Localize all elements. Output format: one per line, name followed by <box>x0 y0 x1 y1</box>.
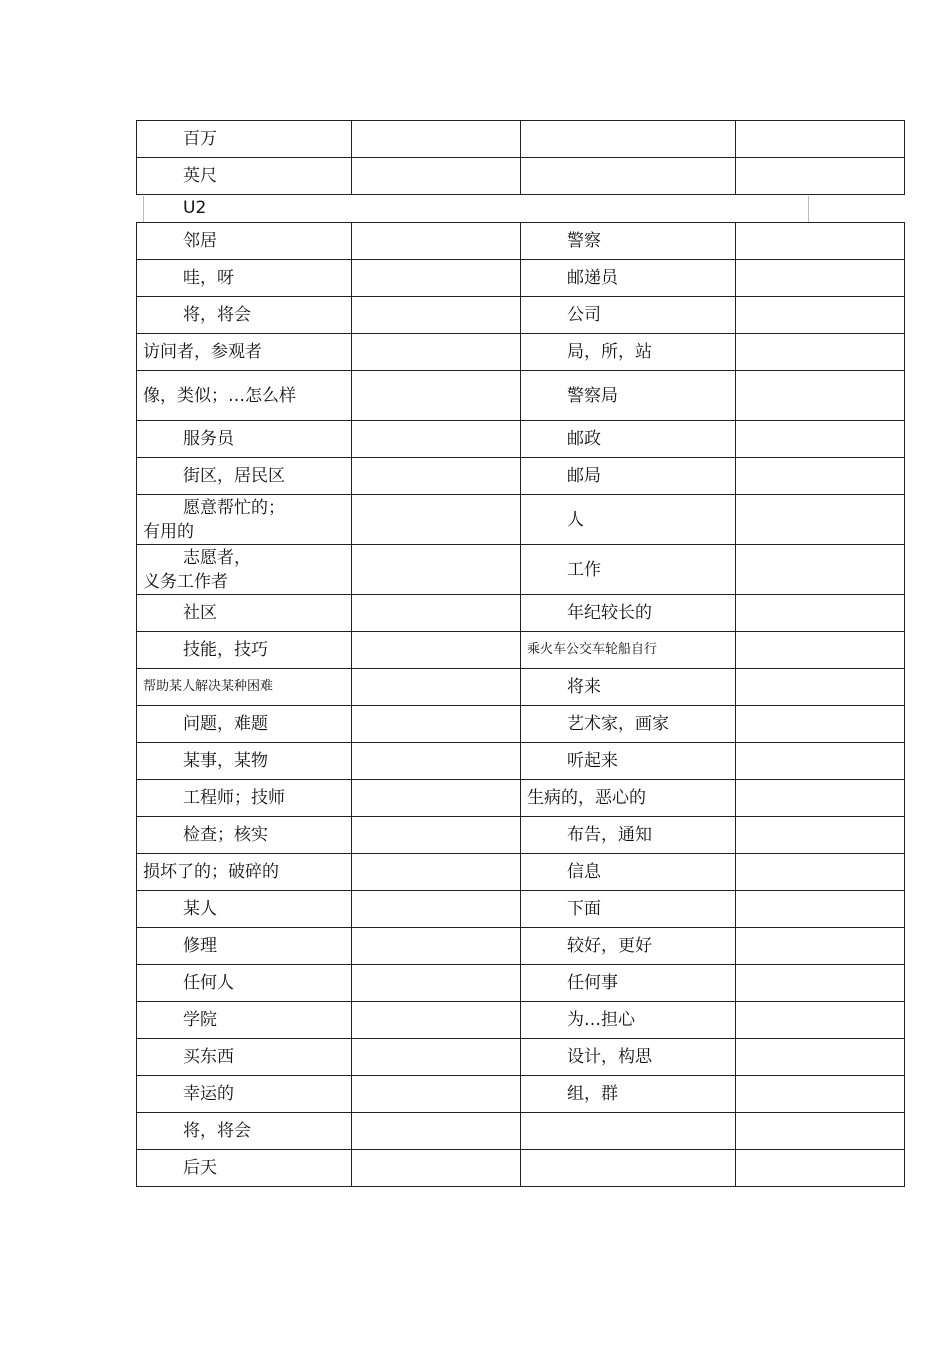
answer-cell[interactable] <box>352 817 521 854</box>
chinese-cell <box>137 545 352 595</box>
answer-cell[interactable] <box>736 780 905 817</box>
chinese-cell: 百万 <box>137 121 352 158</box>
table-row <box>137 1002 905 1039</box>
chinese-cell: 邮政 <box>521 421 736 458</box>
answer-cell[interactable] <box>352 1039 521 1076</box>
table-row <box>137 495 905 545</box>
answer-cell[interactable] <box>352 334 521 371</box>
answer-cell[interactable] <box>736 817 905 854</box>
answer-cell[interactable] <box>352 458 521 495</box>
unit-header <box>143 196 809 222</box>
chinese-cell <box>521 158 736 195</box>
answer-cell[interactable] <box>352 891 521 928</box>
table-row <box>137 595 905 632</box>
answer-cell[interactable] <box>352 743 521 780</box>
answer-cell[interactable] <box>352 669 521 706</box>
vocab-table-u2 <box>136 222 905 1187</box>
answer-cell[interactable] <box>736 1039 905 1076</box>
answer-cell[interactable] <box>352 223 521 260</box>
answer-cell[interactable] <box>736 965 905 1002</box>
table-row <box>137 334 905 371</box>
chinese-cell: 任何人 <box>137 965 352 1002</box>
answer-cell[interactable] <box>736 334 905 371</box>
table-row <box>137 1150 905 1187</box>
table-row <box>137 817 905 854</box>
answer-cell[interactable] <box>736 854 905 891</box>
answer-cell[interactable] <box>352 595 521 632</box>
chinese-cell <box>521 121 736 158</box>
table-row <box>137 121 905 158</box>
chinese-cell: 下面 <box>521 891 736 928</box>
answer-cell[interactable] <box>352 706 521 743</box>
chinese-cell: 信息 <box>521 854 736 891</box>
answer-cell[interactable] <box>352 421 521 458</box>
chinese-cell: 警察 <box>521 223 736 260</box>
table-row <box>137 669 905 706</box>
answer-cell[interactable] <box>736 421 905 458</box>
table-row <box>137 1113 905 1150</box>
chinese-cell <box>521 1113 736 1150</box>
chinese-text-line: 志愿者， <box>183 547 251 568</box>
chinese-cell: 工程师；技师 <box>137 780 352 817</box>
answer-cell[interactable] <box>736 458 905 495</box>
answer-cell[interactable] <box>736 743 905 780</box>
chinese-cell: 英尺 <box>137 158 352 195</box>
answer-cell[interactable] <box>352 632 521 669</box>
answer-cell[interactable] <box>352 1150 521 1187</box>
chinese-cell: 访问者，参观者 <box>137 334 352 371</box>
chinese-cell: 像，类似；…怎么样 <box>137 371 352 421</box>
chinese-cell: 哇，呀 <box>137 260 352 297</box>
table-row <box>137 780 905 817</box>
answer-cell[interactable] <box>736 706 905 743</box>
table-row <box>137 743 905 780</box>
answer-cell[interactable] <box>352 1002 521 1039</box>
unit-label: U2 <box>183 198 207 218</box>
table-row <box>137 632 905 669</box>
chinese-text-line: 愿意帮忙的； <box>183 497 285 518</box>
answer-cell[interactable] <box>736 495 905 545</box>
answer-cell[interactable] <box>736 545 905 595</box>
answer-cell[interactable] <box>736 223 905 260</box>
answer-cell[interactable] <box>736 928 905 965</box>
chinese-cell: 幸运的 <box>137 1076 352 1113</box>
answer-cell[interactable] <box>736 1002 905 1039</box>
answer-cell[interactable] <box>736 669 905 706</box>
chinese-cell: 警察局 <box>521 371 736 421</box>
chinese-cell: 后天 <box>137 1150 352 1187</box>
chinese-cell: 将来 <box>521 669 736 706</box>
answer-cell[interactable] <box>352 121 521 158</box>
chinese-cell <box>137 495 352 545</box>
chinese-cell: 局，所，站 <box>521 334 736 371</box>
table-row <box>137 928 905 965</box>
chinese-cell: 服务员 <box>137 421 352 458</box>
answer-cell[interactable] <box>736 297 905 334</box>
chinese-cell: 某事，某物 <box>137 743 352 780</box>
chinese-cell: 修理 <box>137 928 352 965</box>
chinese-cell: 某人 <box>137 891 352 928</box>
chinese-cell: 为…担心 <box>521 1002 736 1039</box>
table-row <box>137 458 905 495</box>
table-row <box>137 706 905 743</box>
table-row <box>137 223 905 260</box>
chinese-cell: 较好，更好 <box>521 928 736 965</box>
table-row <box>137 421 905 458</box>
table-row <box>137 891 905 928</box>
answer-cell[interactable] <box>736 1076 905 1113</box>
table-row <box>137 371 905 421</box>
answer-cell[interactable] <box>352 780 521 817</box>
answer-cell[interactable] <box>736 1150 905 1187</box>
chinese-cell: 街区，居民区 <box>137 458 352 495</box>
chinese-cell: 问题，难题 <box>137 706 352 743</box>
chinese-cell: 邮递员 <box>521 260 736 297</box>
answer-cell[interactable] <box>736 121 905 158</box>
chinese-cell: 技能，技巧 <box>137 632 352 669</box>
chinese-cell: 工作 <box>521 545 736 595</box>
chinese-cell: 布告，通知 <box>521 817 736 854</box>
answer-cell[interactable] <box>736 595 905 632</box>
answer-cell[interactable] <box>736 158 905 195</box>
chinese-cell: 组，群 <box>521 1076 736 1113</box>
answer-cell[interactable] <box>352 1076 521 1113</box>
answer-cell[interactable] <box>352 854 521 891</box>
vocab-table-top <box>136 120 905 195</box>
chinese-cell: 设计，构思 <box>521 1039 736 1076</box>
chinese-cell: 检查；核实 <box>137 817 352 854</box>
answer-cell[interactable] <box>736 632 905 669</box>
answer-cell[interactable] <box>352 297 521 334</box>
chinese-cell: 艺术家，画家 <box>521 706 736 743</box>
chinese-cell <box>521 1150 736 1187</box>
table-row <box>137 965 905 1002</box>
chinese-cell: 听起来 <box>521 743 736 780</box>
chinese-cell: 年纪较长的 <box>521 595 736 632</box>
answer-cell[interactable] <box>352 545 521 595</box>
chinese-cell: 将，将会 <box>137 1113 352 1150</box>
answer-cell[interactable] <box>736 260 905 297</box>
chinese-cell: 将，将会 <box>137 297 352 334</box>
chinese-cell: 帮助某人解决某种困难 <box>137 669 352 706</box>
table-row <box>137 854 905 891</box>
answer-cell[interactable] <box>736 371 905 421</box>
table-row <box>137 158 905 195</box>
table-row <box>137 260 905 297</box>
chinese-cell: 公司 <box>521 297 736 334</box>
chinese-text-line: 有用的 <box>143 521 194 542</box>
table-row <box>137 1076 905 1113</box>
chinese-cell: 买东西 <box>137 1039 352 1076</box>
answer-cell[interactable] <box>352 928 521 965</box>
chinese-cell: 生病的，恶心的 <box>521 780 736 817</box>
answer-cell[interactable] <box>736 1113 905 1150</box>
answer-cell[interactable] <box>352 158 521 195</box>
answer-cell[interactable] <box>352 260 521 297</box>
answer-cell[interactable] <box>352 1113 521 1150</box>
table-row <box>137 545 905 595</box>
answer-cell[interactable] <box>352 495 521 545</box>
answer-cell[interactable] <box>352 965 521 1002</box>
chinese-cell: 邻居 <box>137 223 352 260</box>
chinese-cell: 人 <box>521 495 736 545</box>
answer-cell[interactable] <box>352 371 521 421</box>
chinese-cell: 邮局 <box>521 458 736 495</box>
chinese-cell: 乘火车公交车轮船自行 <box>521 632 736 669</box>
chinese-cell: 社区 <box>137 595 352 632</box>
answer-cell[interactable] <box>736 891 905 928</box>
table-row <box>137 297 905 334</box>
table-row <box>137 1039 905 1076</box>
chinese-cell: 学院 <box>137 1002 352 1039</box>
chinese-cell: 任何事 <box>521 965 736 1002</box>
chinese-text-line: 义务工作者 <box>143 571 228 592</box>
chinese-cell: 损坏了的；破碎的 <box>137 854 352 891</box>
